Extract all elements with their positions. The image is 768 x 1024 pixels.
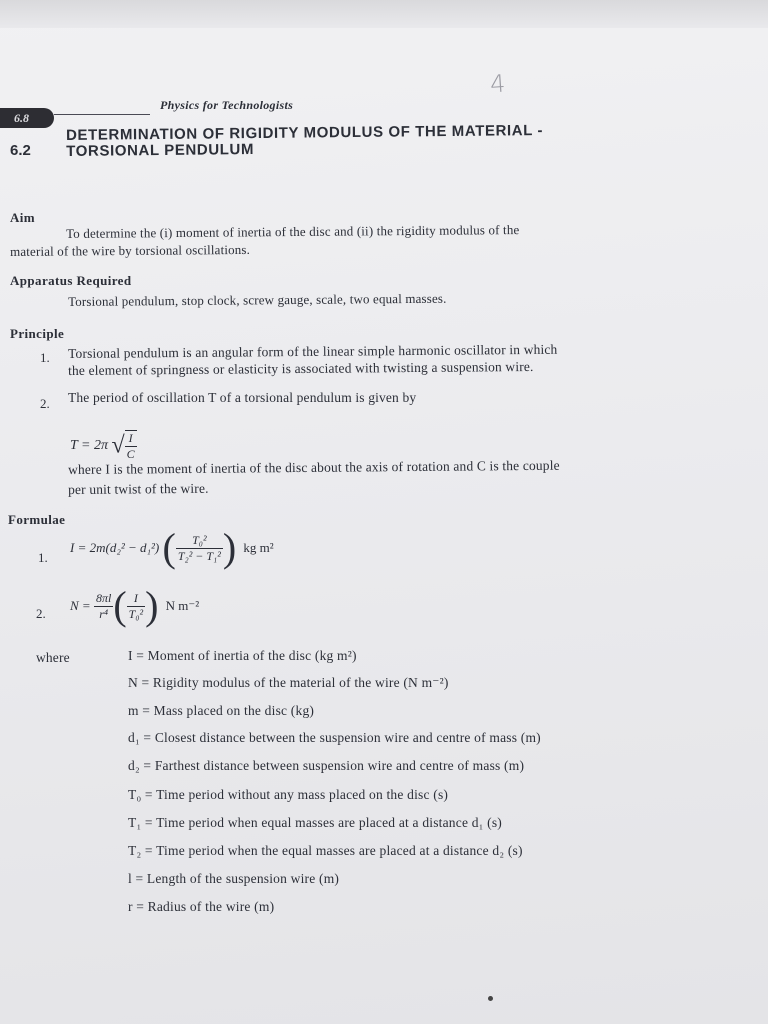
sqrt-symbol: √ — [111, 432, 125, 459]
apparatus-heading: Apparatus Required — [10, 273, 132, 288]
period-fraction-denominator: C — [126, 447, 135, 461]
formula2-fraction1-numerator: 8πl — [95, 590, 112, 605]
definition-item: T₀ = Time period without any mass placed on the disc (s) — [128, 787, 449, 802]
formula2-fraction1 — [94, 591, 113, 622]
period-fraction — [125, 430, 137, 462]
formula2-fraction1-denominator: r⁴ — [99, 606, 109, 621]
period-equation — [70, 430, 137, 462]
where-line2: per unit twist of the wire. — [68, 480, 209, 497]
formula1-close-paren: ) — [222, 525, 237, 570]
facing-page-edge — [0, 0, 768, 28]
period-equation-lhs: T = 2π — [70, 438, 108, 454]
definition-item: d₂ = Farthest distance between suspension wire and centre of mass (m) — [128, 758, 525, 773]
principle-item1-line2: the element of springness or elasticity is associated with twisting a suspension wire. — [68, 358, 534, 378]
formula1-open-paren: ( — [162, 525, 176, 570]
header-rule — [54, 114, 150, 115]
apparatus-text: Torsional pendulum, stop clock, screw gauge, scale, two equal masses. — [68, 290, 447, 309]
aim-heading: Aim — [10, 210, 36, 225]
section-title-line2: TORSIONAL PENDULUM — [66, 141, 255, 160]
section-title — [66, 123, 543, 160]
where-line1: where I is the moment of inertia of the disc about the axis of rotation and C is the couple — [68, 457, 560, 477]
definition-item: r = Radius of the wire (m) — [128, 899, 275, 914]
formula1-lhs: I = 2m(d₂² − d₁²) — [70, 540, 160, 555]
where-label: where — [36, 650, 70, 665]
principle-item2-number: 2. — [40, 396, 50, 411]
period-fraction-numerator: I — [125, 431, 137, 447]
principle-item1-line1: Torsional pendulum is an angular form of the linear simple harmonic oscillator in which — [68, 341, 558, 361]
principle-item2-text: The period of oscillation T of a torsional pendulum is given by — [68, 390, 417, 405]
formula2-close-paren: ) — [145, 583, 159, 628]
principle-heading: Principle — [10, 326, 65, 341]
formula1-number: 1. — [38, 550, 48, 565]
formula2-fraction2-denominator: T₀² — [128, 606, 144, 621]
formula1 — [70, 525, 274, 570]
section-number: 6.2 — [10, 142, 31, 159]
principle-item1-number: 1. — [40, 350, 50, 365]
formula2-lhs: N = — [70, 598, 91, 613]
formula1-fraction-numerator: T₀² — [176, 533, 223, 549]
formula2-unit: N m⁻² — [165, 598, 200, 613]
definition-item: l = Length of the suspension wire (m) — [128, 871, 340, 886]
section-title-line1: DETERMINATION OF RIGIDITY MODULUS OF THE MATERIAL - — [65, 122, 544, 144]
formula1-unit: kg m² — [243, 540, 274, 555]
formula2-fraction2 — [127, 591, 145, 622]
formulae-heading: Formulae — [8, 512, 66, 527]
definition-item: d₁ = Closest distance between the suspension wire and centre of mass (m) — [128, 730, 541, 745]
ink-dot — [488, 996, 493, 1001]
aim-text-line1: To determine the (i) moment of inertia of the disc and (ii) the rigidity modulus of the — [66, 222, 520, 241]
definition-item: I = Moment of inertia of the disc (kg m²) — [128, 648, 357, 663]
formula2 — [70, 583, 200, 628]
definition-item: T₂ = Time period when the equal masses are placed at a distance d₂ (s) — [128, 843, 523, 858]
formula2-open-paren: ( — [113, 583, 127, 628]
formula1-fraction — [176, 533, 223, 564]
page-number-badge: 6.8 — [0, 108, 54, 128]
pencil-page-mark: 4 — [489, 69, 507, 99]
running-header: Physics for Technologists — [160, 98, 294, 112]
formula2-number: 2. — [36, 606, 46, 621]
definition-item: N = Rigidity modulus of the material of the wire (N m⁻²) — [128, 675, 449, 690]
formula2-fraction2-numerator: I — [127, 591, 145, 607]
definition-item: T₁ = Time period when equal masses are placed at a distance d₁ (s) — [128, 815, 502, 830]
aim-text-line2: material of the wire by torsional oscillations. — [10, 241, 251, 259]
formula1-fraction-denominator: T₂² − T₁² — [177, 548, 221, 563]
definition-item: m = Mass placed on the disc (kg) — [128, 703, 315, 718]
